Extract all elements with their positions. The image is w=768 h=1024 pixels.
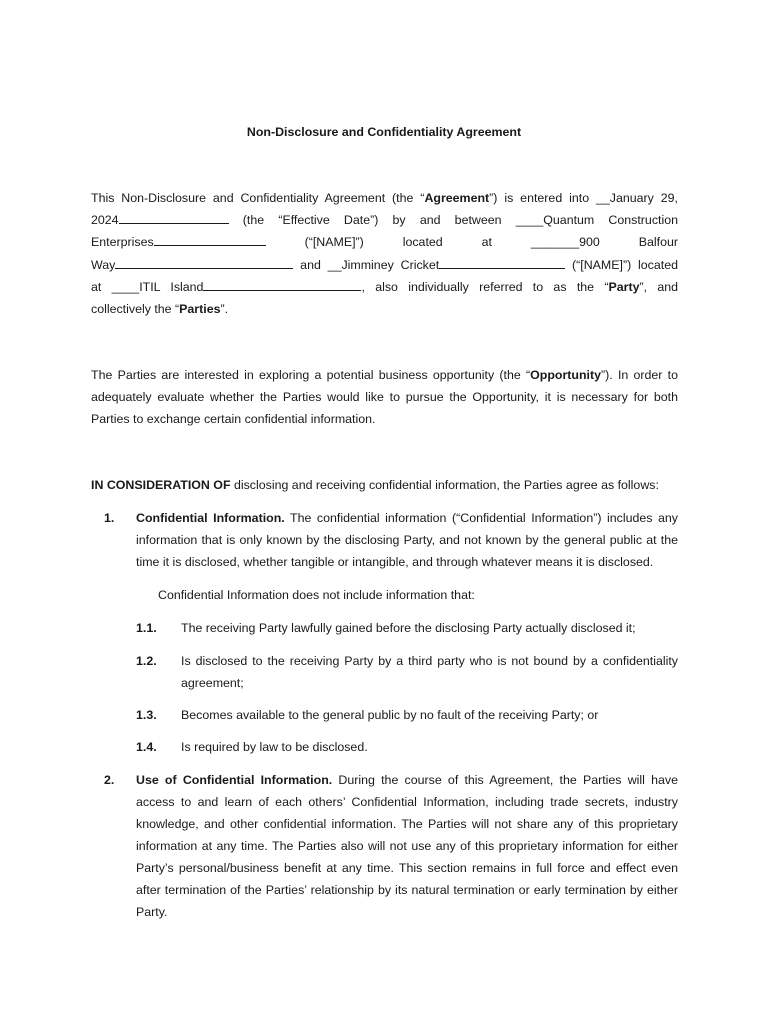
intro-line-4: Way and __Jimminey Cricket (“[NAME]”) located [91,257,678,272]
opportunity-line-3: Parties to exchange certain confidential information. [91,412,376,427]
blank-line [203,278,361,291]
blank-line [439,256,565,269]
section-2: 2. Use of Confidential Information. During the course of this Agreement, the Parties will have access to and learn of each others’ Confidential Information, including trade secrets, industry knowledge, and other confidential information. The Parties will not share any of this proprietary information at any time. The Parties also will not use any of this proprietary information for either Party’s personal/business benefit at any time. This section remains in full force and effect even after termination of the Parties’ relationship by its natural termination or early termination by either Party. [91,769,678,923]
subitem-1-4: 1.4. Is required by law to be disclosed. [136,740,368,754]
subitem-1-3: 1.3. Becomes available to the general public by no fault of the receiving Party; or [136,708,599,722]
exclusion-intro: Confidential Information does not include information that: [158,588,475,602]
section-number: 2. [104,773,115,787]
intro-line-3: Enterprises (“[NAME]”) located at _______900 Balfour [91,235,678,250]
intro-line-5: at ____ITIL Island , also individually referred to as the “Party”, and [91,279,679,294]
intro-line-6: collectively the “Parties”. [91,302,229,317]
subitem-1-2: 1.2. Is disclosed to the receiving Party by a third party who is not bound by a confidentiality agreement; [136,654,678,690]
opportunity-line-1: The Parties are interested in exploring a potential business opportunity (the “Opportunity”). In order to [91,368,678,382]
intro-paragraph [91,187,678,320]
section-1: 1. Confidential Information. The confidential information (“Confidential Information”) includes any information that is only known by the disclosing Party, and not known by the general public at the time it is disclosed, whether tangible or intangible, and through whatever means it is disclosed. [91,507,678,573]
blank-line [119,211,229,224]
opportunity-paragraph [91,364,678,431]
consideration-paragraph: IN CONSIDERATION OF disclosing and receiving confidential information, the Parties agree as follows: [91,478,659,492]
blank-line [115,256,293,269]
intro-line-1: This Non-Disclosure and Confidentiality Agreement (the “Agreement”) is entered into __January 29, [91,191,678,205]
opportunity-line-2: adequately evaluate whether the Parties would like to pursue the Opportunity, it is necessary for both [91,390,678,405]
section-number: 1. [104,511,115,525]
blank-line [154,233,266,246]
subitem-1-1: 1.1. The receiving Party lawfully gained before the disclosing Party actually disclosed it; [136,621,636,635]
document-title: Non-Disclosure and Confidentiality Agreement [246,125,522,139]
intro-line-2: 2024 (the “Effective Date”) by and between ____Quantum Construction [91,213,678,228]
